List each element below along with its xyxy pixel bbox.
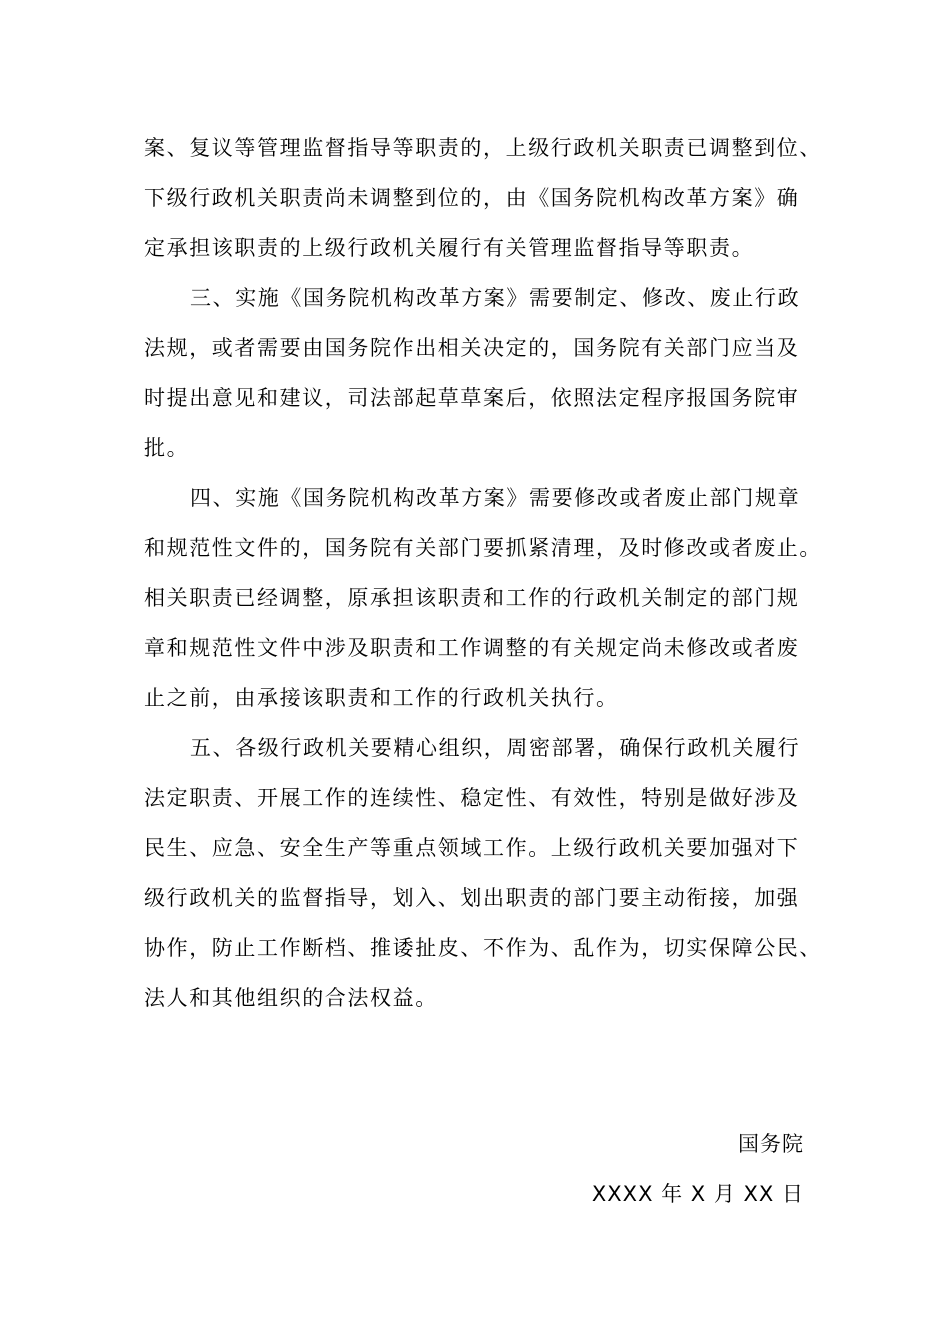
- paragraph-line: 民生、应急、安全生产等重点领域工作。上级行政机关要加强对下: [144, 836, 800, 860]
- paragraph-line: 法定职责、开展工作的连续性、稳定性、有效性，特别是做好涉及: [144, 786, 800, 810]
- paragraph-line: 和规范性文件的，国务院有关部门要抓紧清理，及时修改或者废止。: [144, 536, 822, 560]
- paragraph-line: 级行政机关的监督指导，划入、划出职责的部门要主动衔接，加强: [144, 886, 800, 910]
- paragraph-5-start: 五、各级行政机关要精心组织，周密部署，确保行政机关履行: [190, 736, 801, 760]
- paragraph-line: 案、复议等管理监督指导等职责的，上级行政机关职责已调整到位、: [144, 136, 822, 160]
- paragraph-3-start: 三、实施《国务院机构改革方案》需要制定、修改、废止行政: [190, 286, 801, 310]
- signature-date: XXXX 年 X 月 XX 日: [591, 1182, 804, 1206]
- paragraph-line: 批。: [144, 436, 190, 460]
- paragraph-line: 协作，防止工作断档、推诿扯皮、不作为、乱作为，切实保障公民、: [144, 936, 822, 960]
- signature-issuer: 国务院: [738, 1132, 804, 1156]
- paragraph-line: 时提出意见和建议，司法部起草草案后，依照法定程序报国务院审: [144, 386, 800, 410]
- paragraph-line: 章和规范性文件中涉及职责和工作调整的有关规定尚未修改或者废: [144, 636, 800, 660]
- paragraph-line: 法规，或者需要由国务院作出相关决定的，国务院有关部门应当及: [144, 336, 800, 360]
- paragraph-line: 止之前，由承接该职责和工作的行政机关执行。: [144, 686, 619, 710]
- paragraph-line: 下级行政机关职责尚未调整到位的，由《国务院机构改革方案》确: [144, 186, 800, 210]
- paragraph-4-start: 四、实施《国务院机构改革方案》需要修改或者废止部门规章: [190, 486, 801, 510]
- paragraph-line: 法人和其他组织的合法权益。: [144, 986, 438, 1010]
- paragraph-line: 定承担该职责的上级行政机关履行有关管理监督指导等职责。: [144, 236, 755, 260]
- paragraph-line: 相关职责已经调整，原承担该职责和工作的行政机关制定的部门规: [144, 586, 800, 610]
